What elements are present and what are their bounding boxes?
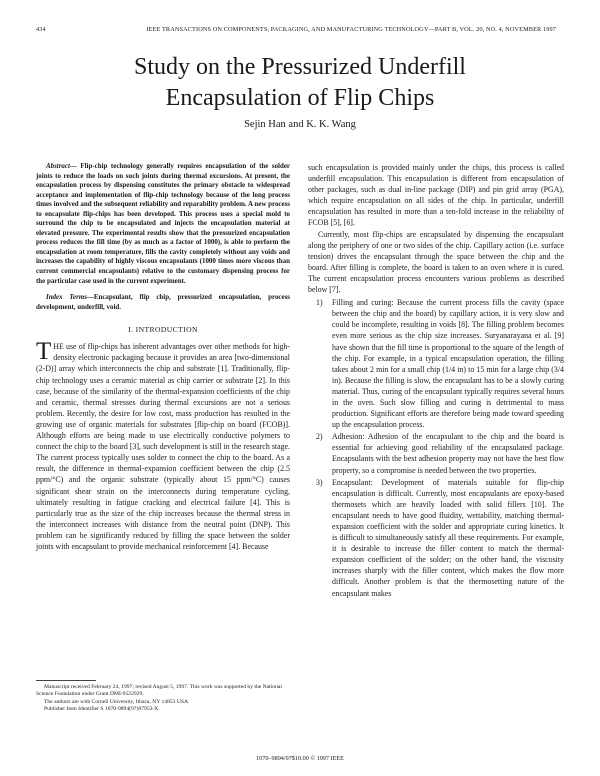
paragraph-problems: Currently, most flip-chips are encapsulated by dispensing the encapsulant along the periphery of one or two sides of the chip. Capillary action (i.e. surface tension) drives the encapsulant through the space between the chip and the board. After filling is complete, the board is taken to an oven where it is cured. The current encapsulation process encounters various problems as described below [7]. [308, 229, 564, 295]
footnote-affiliation: The authors are with Cornell University, Ithaca, NY 14853 USA. [44, 698, 190, 705]
copyright-line: 1070–9894/97$10.00 © 1997 IEEE [256, 755, 344, 762]
list-item [308, 477, 564, 599]
left-column [36, 162, 290, 552]
abstract-label: Abstract— [46, 162, 77, 170]
index-terms-text: Encapsulant, flip chip, pressurized encapsulation, process development, underfill, void. [36, 293, 290, 311]
list-item-number: 2) [316, 432, 323, 442]
author-list: Sejin Han and K. K. Wang [244, 119, 356, 130]
right-column [308, 162, 564, 600]
list-item [308, 431, 564, 475]
drop-cap: T [36, 338, 52, 366]
abstract [36, 162, 290, 286]
list-item-text: Filling and curing: Because the current process fills the cavity (space between the chip and the board) by capillary action, it is very slow and could be incomplete, resulting in voids [8]. The filling problem becomes even more serious as the chip size increases. Suryanarayana et al. [9] have shown that the fill time is proportional to the square of the length of the chip. For example, in a typical encapsulation operation, the filling takes about 2 min for a small chip (1/4 in) to 15 min for a large chip (3/4 in). Because the filling is slow, the encapsulant has to be a slowly curing material. Thus, curing of the encapsulant typically requires several hours in the oven. Such slow filling and curing is detrimental to mass production. Significant efforts are therefore being made toward speeding up the encapsulation process. [332, 298, 564, 430]
list-item [308, 297, 564, 430]
intro-paragraph [36, 338, 290, 552]
index-terms-label: Index Terms— [46, 293, 94, 302]
problem-list [308, 297, 564, 599]
page-number: 434 [36, 26, 46, 33]
list-item-number: 3) [316, 477, 323, 487]
intro-text: HE use of flip-chips has inherent advantages over other methods for high-density electronic packaging because it provides an area [two-dimensional (2-D)] array which interconnects the chip and substrate [1]. Traditionally, flip-chip technology uses a ceramic material as chip carrier or substrate [2]. In this case, because of the similarity of the thermal-expansion coefficients of the chip and ceramic, thermal stresses during thermal excursions are not a serious problem. Recently, the desire for low cost, mass production has resulted in the growing use of organic materials for substrates [flip-chip on board (FCOB)]. Although efforts are being made to use electrically conductive polymers to connect the chip to the board [3], such development is still in the research stage. The current process typically uses solder to connect the chip to the board. As a result, the difference in thermal-expansion coefficient between the chip (2.5 ppm/°C) and the organic substrate (typically about 15 ppm/°C) causes significant shear strain on the interconnects during temperature cycling, ultimately resulting in fatigue cracking and electrical failure [4]. This is particularly true as the size of the chip increases because the thermal stress in the interconnect increases with distance from the neutral point (DNP). This problem can be significantly reduced by filling the space between the solder joints with encapsulant to provide mechanical reinforcement [4]. Because [36, 342, 290, 551]
footnote [36, 680, 290, 713]
footnote-rule [36, 680, 96, 681]
list-item-text: Encapsulant: Development of materials suitable for flip-chip encapsulation is difficult. Currently, most encapsulants are epoxy-based thermosets which are heavily loaded with solid fillers [10]. The encapsulant needs to have good fluidity, wettability, matching thermal-expansion coefficient with the solder and appropriate curing kinetics. It is difficult to simultaneously satisfy all these requirements. For example, it is desirable to increase the filler content to match the thermal-expansion coefficient of the solder; on the other hand, the viscosity increases sharply with the filler content, which makes the flow more difficult. Another problem is that the thermosetting nature of the encapsulant makes [332, 477, 564, 598]
journal-header: IEEE TRANSACTIONS ON COMPONENTS, PACKAGING, AND MANUFACTURING TECHNOLOGY—PART B, VOL. 20, NO. 4, NOVEMBER 1997 [146, 26, 556, 33]
list-item-number: 1) [316, 298, 323, 308]
footnote-identifier: Publisher Item Identifier S 1070-9894(97)07953-X. [44, 705, 160, 712]
title-line-1: Study on the Pressurized Underfill [134, 54, 466, 80]
footnote-manuscript: Manuscript received February 24, 1997; revised August 5, 1997. This work was supported by the National Science Foundation under Grant DMI-9522929. [36, 684, 282, 698]
paragraph-continued: such encapsulation is provided mainly under the chips, this process is called underfill encapsulation. This encapsulation is different from encapsulation of other packages, such as dual in-line package (DIP) and pin grid array (PGA), which require encapsulation on all sides of the chip. In particular, underfill encapsulation has resulted in more than a ten-fold increase in the reliability of FCOB [5], [6]. [308, 163, 564, 228]
list-item-text: Adhesion: Adhesion of the encapsulant to the chip and the board is essential for achieving good reliability of the encapsulated package. Encapsulants with the best adhesion property may not have the best flow property, so a compromise is needed between the two properties. [332, 432, 564, 475]
section-heading-introduction: I. INTRODUCTION [128, 325, 198, 335]
paper-title [0, 52, 600, 114]
index-terms [36, 293, 290, 312]
title-line-2: Encapsulation of Flip Chips [165, 85, 435, 111]
abstract-text: Flip-chip technology generally requires encapsulation of the solder joints to reduce the loads on such joints during thermal excursions. At present, the encapsulation process by dispensing constitutes the primary obstacle to widespread acceptance and implementation of flip-chip technology because of the long process times involved and the subsequent reliability and reparability problem. A new process to encapsulate flip-chips has been developed. This process uses a special mold to surround the chip to be encapsulated and injects the encapsulation material at elevated pressure. The experimental results show that the pressurized encapsulation process reduces the fill time (by as much as a factor of 1000), is able to perform the encapsulation at room temperature, fills the cavity completely without any voids and increases the capability of highly viscous encapsulants (1000 times more viscous than current commercial encapsulants) relative to the customary dispensing process for the particular case used in the current experiment. [36, 162, 290, 285]
